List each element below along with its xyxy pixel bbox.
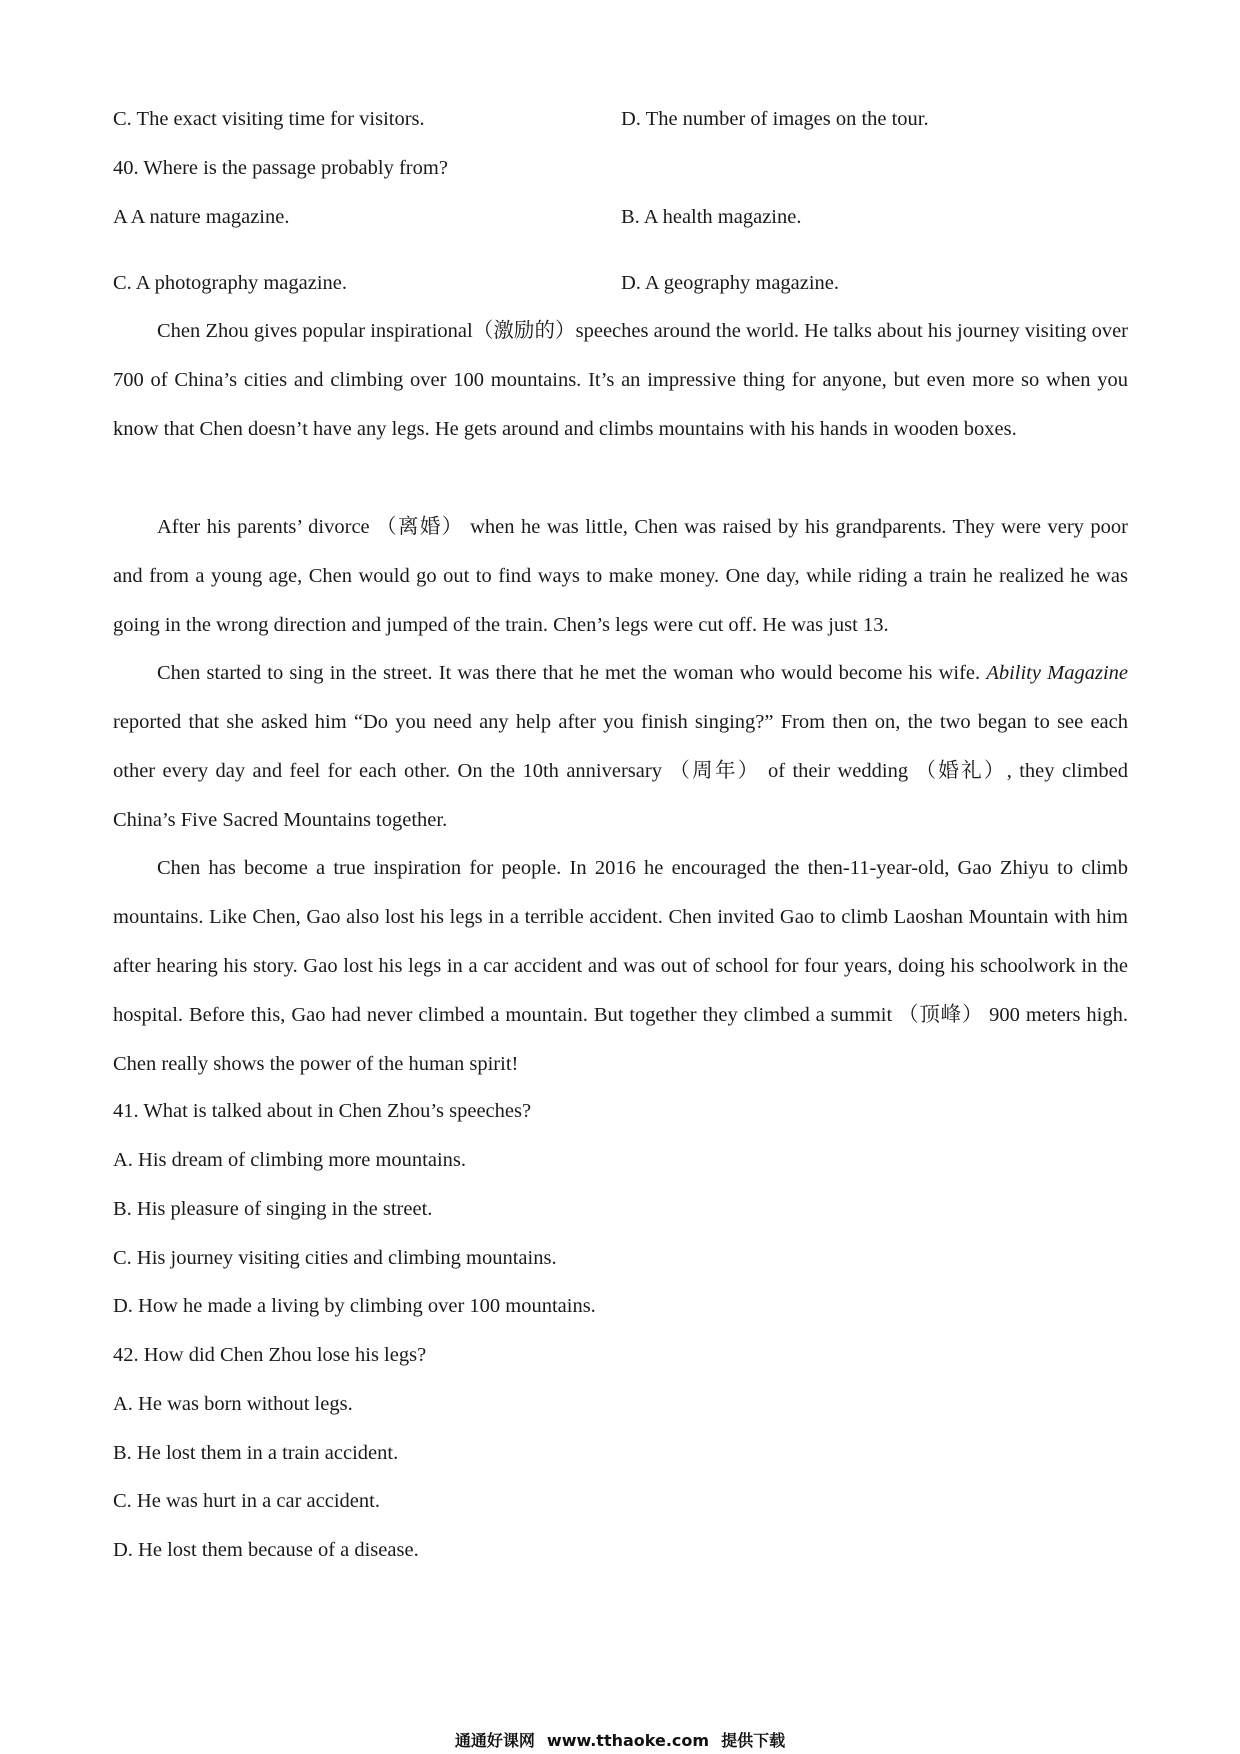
q42-option-c: C. He was hurt in a car accident. [113,1490,380,1512]
footer-url[interactable]: www.tthaoke.com [546,1731,710,1750]
q41-question: 41. What is talked about in Chen Zhou’s speeches? [113,1100,532,1122]
q40-option-a: A A nature magazine. [113,206,290,228]
passage-paragraph-4 [113,844,1128,1089]
q39-option-d: D. The number of images on the tour. [621,108,929,130]
q41-option-b: B. His pleasure of singing in the street. [113,1198,433,1220]
q41-option-a: A. His dream of climbing more mountains. [113,1149,466,1171]
q40-option-c: C. A photography magazine. [113,272,347,294]
passage-paragraph-1-text: Chen Zhou gives popular inspirational（激励的）speeches around the world. He talks about his journey visiting over 700 of China’s cities and climbing over 100 mountains. It’s an impressive thing for anyone, but even more so when you know that Chen doesn’t have any legs. He gets around and climbs mountains with his hands in wooden boxes. [113,320,1128,440]
footer-tagline: 提供下载 [721,1731,786,1750]
q40-option-b: B. A health magazine. [621,206,802,228]
q42-option-b: B. He lost them in a train accident. [113,1442,399,1464]
passage-paragraph-2-text: After his parents’ divorce （离婚） when he was little, Chen was raised by his grandparents. They were very poor and from a young age, Chen would go out to find ways to make money. One day, while riding a train he realized he was going in the wrong direction and jumped of the train. Chen’s legs were cut off. He was just 13. [113,516,1128,636]
q42-option-a: A. He was born without legs. [113,1393,353,1415]
passage-paragraph-4-text: Chen has become a true inspiration for people. In 2016 he encouraged the then-11-year-old, Gao Zhiyu to climb mountains. Like Chen, Gao also lost his legs in a terrible accident. Chen invited Gao to climb Laoshan Mountain with him after hearing his story. Gao lost his legs in a car accident and was out of school for four years, doing his schoolwork in the hospital. Before this, Gao had never climbed a mountain. But together they climbed a summit （顶峰） 900 meters high. Chen really shows the power of the human spirit! [113,857,1128,1075]
passage-paragraph-2 [113,503,1128,650]
passage-paragraph-3-text-a: Chen started to sing in the street. It was there that he met the woman who would become his wife. [157,662,987,684]
q42-question: 42. How did Chen Zhou lose his legs? [113,1344,427,1366]
q41-option-c: C. His journey visiting cities and climbing mountains. [113,1247,557,1269]
q40-option-d: D. A geography magazine. [621,272,840,294]
page-footer [0,1731,1240,1751]
magazine-name: Ability Magazine [986,662,1128,684]
q42-option-d: D. He lost them because of a disease. [113,1539,419,1561]
q39-option-c: C. The exact visiting time for visitors. [113,108,425,130]
passage-paragraph-3-text-b: reported that she asked him “Do you need any help after you finish singing?” From then on, the two began to see each other every day and feel for each other. On the 10th anniversary （周年） of their wedding （婚礼）, they climbed China’s Five Sacred Mountains together. [113,711,1128,831]
q40-question: 40. Where is the passage probably from? [113,157,448,179]
passage-paragraph-3 [113,649,1128,845]
q41-option-d: D. How he made a living by climbing over 100 mountains. [113,1295,596,1317]
footer-site-name: 通通好课网 [454,1731,535,1750]
passage-paragraph-1 [113,307,1128,454]
